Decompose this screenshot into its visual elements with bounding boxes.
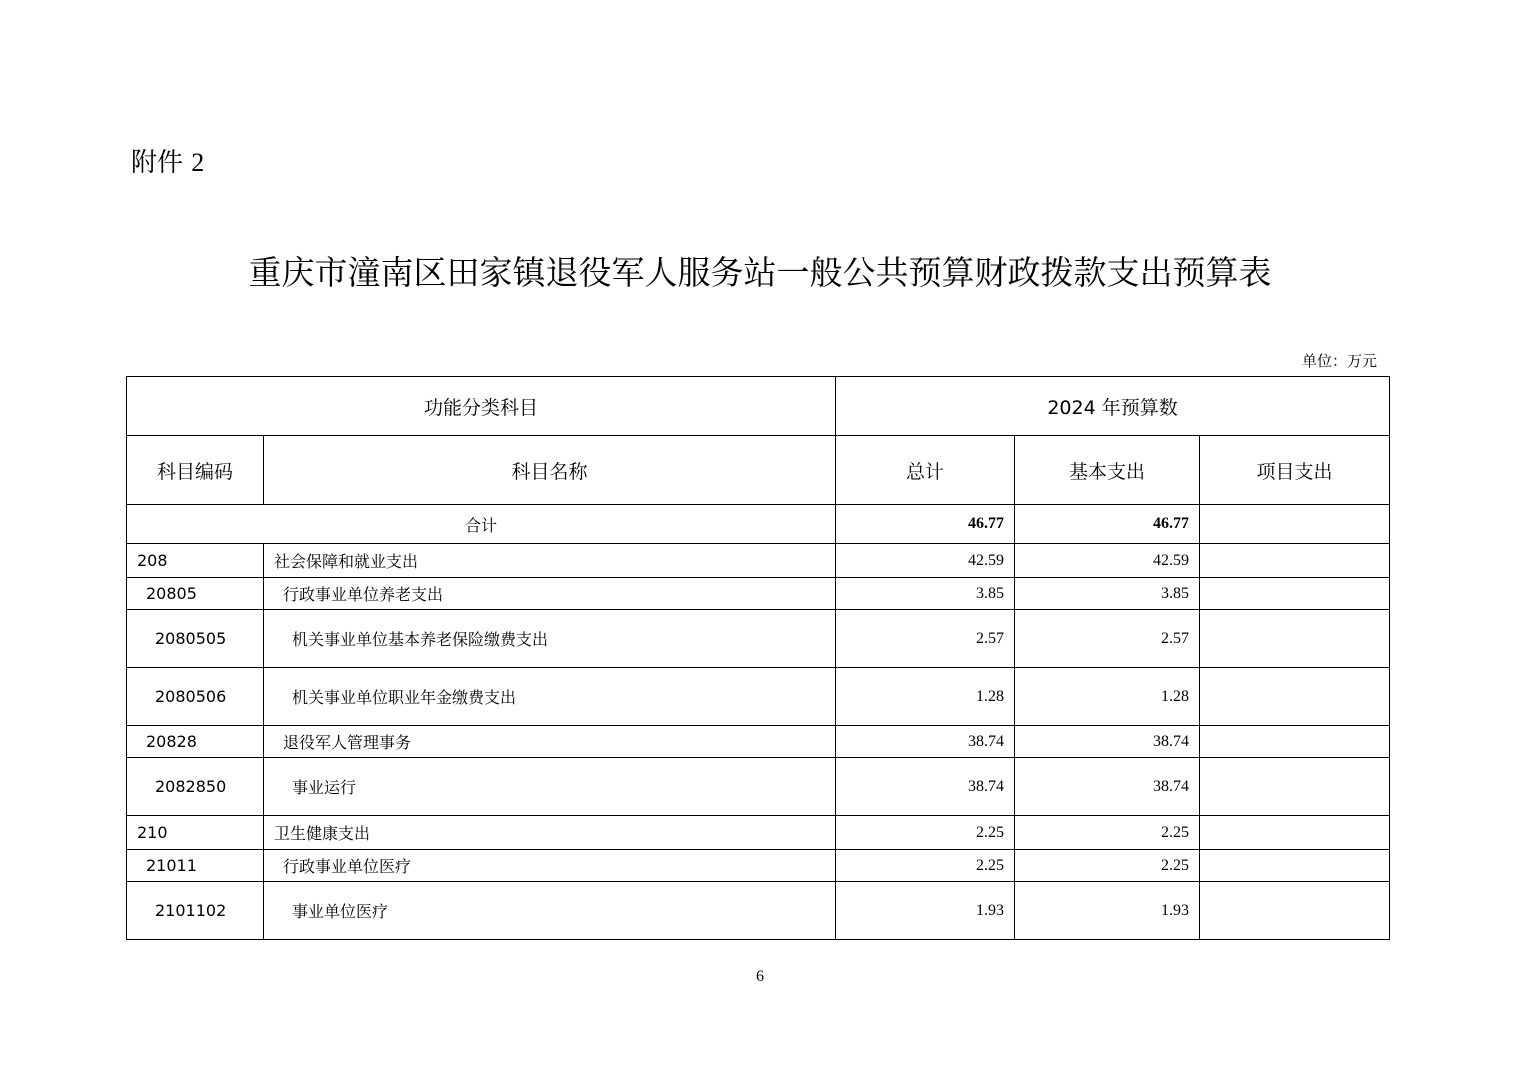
total-project [1200, 505, 1390, 544]
row-total: 2.57 [836, 610, 1015, 668]
row-code: 2080505 [127, 610, 264, 668]
table-row [127, 816, 1390, 850]
row-project [1200, 544, 1390, 578]
row-name: 事业运行 [264, 758, 836, 816]
row-name: 机关事业单位基本养老保险缴费支出 [264, 610, 836, 668]
row-total: 3.85 [836, 578, 1015, 610]
table-row [127, 726, 1390, 758]
header-total: 总计 [836, 436, 1015, 505]
table-row [127, 610, 1390, 668]
row-name: 事业单位医疗 [264, 882, 836, 940]
table-row [127, 758, 1390, 816]
row-name: 社会保障和就业支出 [264, 544, 836, 578]
row-name: 退役军人管理事务 [264, 726, 836, 758]
row-total: 2.25 [836, 816, 1015, 850]
row-project [1200, 726, 1390, 758]
table-row [127, 882, 1390, 940]
table-row [127, 668, 1390, 726]
row-code: 2082850 [127, 758, 264, 816]
row-name: 机关事业单位职业年金缴费支出 [264, 668, 836, 726]
table-row [127, 578, 1390, 610]
row-basic: 1.93 [1015, 882, 1200, 940]
column-header-row [127, 436, 1390, 505]
row-name: 行政事业单位医疗 [264, 850, 836, 882]
header-project: 项目支出 [1200, 436, 1390, 505]
row-basic: 1.28 [1015, 668, 1200, 726]
row-name: 卫生健康支出 [264, 816, 836, 850]
row-code: 20828 [127, 726, 264, 758]
attachment-label-text: 附件 [131, 148, 184, 178]
row-project [1200, 610, 1390, 668]
table-row [127, 544, 1390, 578]
unit-label: 单位：万元 [1301, 352, 1377, 370]
row-basic: 38.74 [1015, 758, 1200, 816]
header-budget-year: 2024 年预算数 [836, 377, 1390, 436]
header-code: 科目编码 [127, 436, 264, 505]
row-code: 208 [127, 544, 264, 578]
row-total: 38.74 [836, 758, 1015, 816]
row-total: 42.59 [836, 544, 1015, 578]
row-project [1200, 816, 1390, 850]
header-basic: 基本支出 [1015, 436, 1200, 505]
row-basic: 42.59 [1015, 544, 1200, 578]
row-code: 21011 [127, 850, 264, 882]
row-basic: 2.25 [1015, 816, 1200, 850]
page-number: 6 [756, 968, 764, 985]
row-code: 2080506 [127, 668, 264, 726]
table-row [127, 850, 1390, 882]
header-name: 科目名称 [264, 436, 836, 505]
row-code: 2101102 [127, 882, 264, 940]
row-total: 1.93 [836, 882, 1015, 940]
row-total: 1.28 [836, 668, 1015, 726]
row-total: 38.74 [836, 726, 1015, 758]
row-total: 2.25 [836, 850, 1015, 882]
total-total: 46.77 [836, 505, 1015, 544]
total-basic: 46.77 [1015, 505, 1200, 544]
group-header-row [127, 377, 1390, 436]
total-label: 合计 [127, 505, 836, 544]
row-project [1200, 882, 1390, 940]
row-code: 20805 [127, 578, 264, 610]
header-classification: 功能分类科目 [127, 377, 836, 436]
row-basic: 2.25 [1015, 850, 1200, 882]
row-project [1200, 850, 1390, 882]
row-code: 210 [127, 816, 264, 850]
document-title: 重庆市潼南区田家镇退役军人服务站一般公共预算财政拨款支出预算表 [248, 253, 1272, 292]
budget-table [126, 376, 1390, 940]
attachment-number: 2 [191, 148, 205, 177]
row-name: 行政事业单位养老支出 [264, 578, 836, 610]
row-project [1200, 758, 1390, 816]
attachment-label [131, 146, 204, 180]
row-basic: 38.74 [1015, 726, 1200, 758]
row-project [1200, 578, 1390, 610]
total-row [127, 505, 1390, 544]
row-project [1200, 668, 1390, 726]
row-basic: 2.57 [1015, 610, 1200, 668]
row-basic: 3.85 [1015, 578, 1200, 610]
